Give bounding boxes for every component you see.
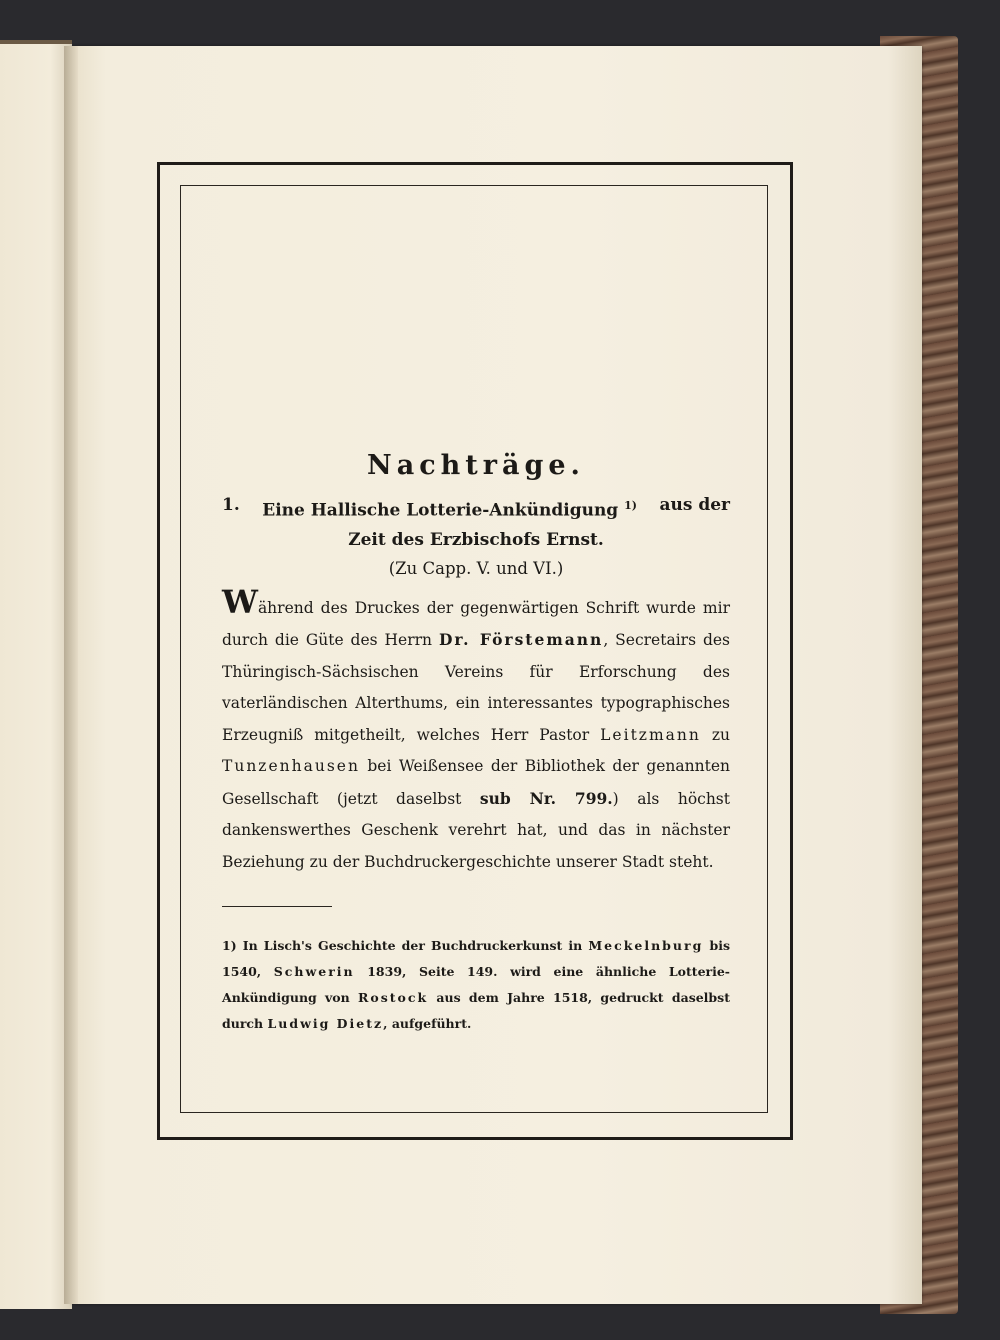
footnote-reference: 1): [624, 499, 637, 512]
place-name: Rostock: [358, 990, 429, 1006]
footnote: 1) In Lisch's Geschichte der Buchdruckerkunst in Meckelnburg bis 1540, Schwerin 1839, Seite 149. wird eine ähnliche Lotterie-Ankündigung von Rostock aus dem Jahre 1518, gedruckt daselbst durch Ludwig Dietz, aufgeführt.: [222, 938, 730, 1032]
page-content: [222, 450, 730, 1037]
place-name: Meckelnburg: [588, 938, 704, 954]
person-name: Ludwig Dietz: [267, 1016, 384, 1032]
section-title-part-b: aus der: [659, 495, 730, 515]
chapter-reference: (Zu Capp. V. und VI.): [388, 558, 564, 578]
left-page: [0, 40, 72, 1309]
section-number: 1.: [222, 495, 240, 515]
footnote-divider: [222, 906, 332, 907]
drop-cap: W: [222, 582, 258, 621]
section-title-line-1: [222, 491, 730, 526]
book-gutter: [64, 46, 78, 1304]
place-name: Schwerin: [273, 964, 355, 980]
place-name: Tunzenhausen: [222, 757, 360, 776]
person-name: Leitzmann: [600, 725, 701, 744]
body-paragraph: Während des Druckes der gegenwärtigen Schrift wurde mir durch die Güte des Herrn Dr. Förstemann, Secretairs des Thüringisch-Sächsischen Vereins für Erforschung des vaterländischen Alterthums, ein interessantes typographisches Erzeugniß mitgetheilt, welches Herr Pastor Leitzmann zu Tunzenhausen bei Weißensee der Bibliothek der genannten Gesellschaft (jetzt daselbst sub Nr. 799.) als höchst dankenswerthes Geschenk verehrt hat, und das in nächster Beziehung zu der Buchdruckergeschichte unserer Stadt steht.: [222, 582, 730, 871]
page-title: Nachträge.: [367, 450, 585, 481]
person-name: Dr. Förstemann: [438, 630, 604, 650]
place-name: Weißensee: [398, 757, 484, 776]
section-title-line-2: Zeit des Erzbischofs Ernst.: [348, 529, 604, 550]
section-title-part-a: Eine Hallische Lotterie-Ankündigung $^{1)}$: [262, 499, 637, 521]
footnote-marker: 1): [222, 938, 237, 954]
catalogue-reference: sub Nr. 799.: [479, 788, 613, 808]
